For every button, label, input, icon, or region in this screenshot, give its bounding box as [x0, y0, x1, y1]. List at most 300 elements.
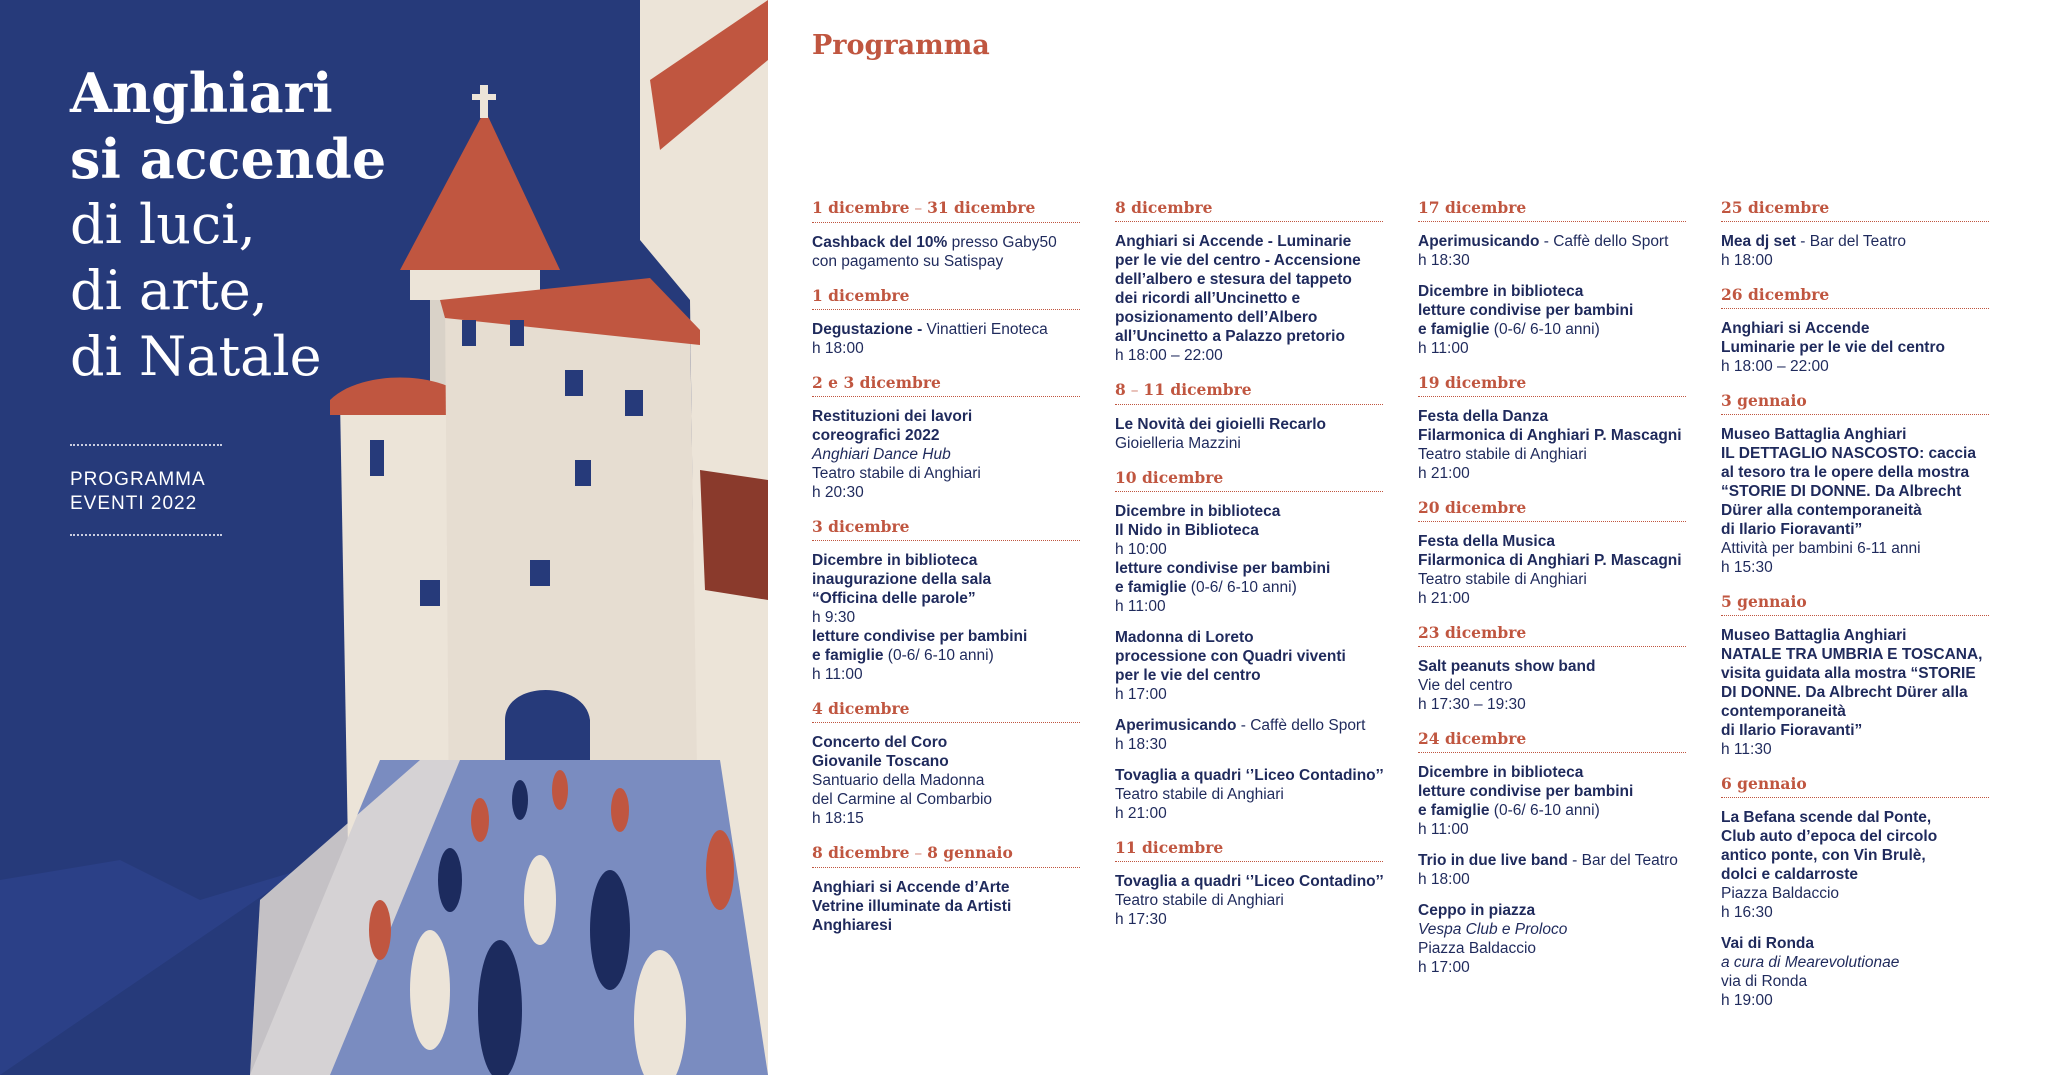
event-text: Anghiaresi — [812, 917, 893, 934]
date-part: 19 dicembre — [1418, 373, 1527, 392]
event-text: NATALE TRA UMBRIA E TOSCANA, — [1721, 646, 1983, 663]
event-line — [1115, 434, 1383, 453]
event-detail: presso Gaby50 — [947, 234, 1057, 251]
event-text: Festa della Danza — [1418, 408, 1549, 425]
event-text: Teatro stabile di Anghiari — [1418, 571, 1587, 588]
event-text: Aperimusicando — [1115, 717, 1237, 734]
event-date — [1115, 198, 1383, 222]
event — [1418, 851, 1686, 889]
event-line — [1418, 251, 1686, 270]
cover-title-line: di luci, — [70, 193, 256, 256]
event-date — [1418, 373, 1686, 397]
event-line — [1115, 521, 1383, 540]
program-entry — [812, 373, 1080, 502]
event-text: Dicembre in biblioteca — [1418, 283, 1584, 300]
event-text: Museo Battaglia Anghiari — [1721, 426, 1907, 443]
date-part: 3 dicembre — [812, 517, 910, 536]
event-line — [1721, 520, 1989, 539]
event — [1418, 232, 1686, 270]
event-line — [1418, 958, 1686, 977]
event-line — [1721, 808, 1989, 827]
event-text: h 19:00 — [1721, 992, 1773, 1009]
event-text: Madonna di Loreto — [1115, 629, 1254, 646]
date-part: 2 e 3 dicembre — [812, 373, 941, 392]
event-line — [1721, 934, 1989, 953]
event — [1115, 872, 1383, 929]
event-text: Mea dj set — [1721, 233, 1796, 250]
event-text: letture condivise per bambini — [1115, 560, 1331, 577]
event-line — [1115, 415, 1383, 434]
event-text: Club auto d’epoca del circolo — [1721, 828, 1938, 845]
event-text: h 18:00 – 22:00 — [1115, 347, 1223, 364]
event-text: e famiglie — [1418, 321, 1490, 338]
event — [1418, 407, 1686, 483]
event-line — [1115, 872, 1383, 891]
event-date — [1418, 623, 1686, 647]
event-text: h 20:30 — [812, 484, 864, 501]
event-line — [812, 790, 1080, 809]
event-text: Restituzioni dei lavori — [812, 408, 973, 425]
date-part: 3 gennaio — [1721, 391, 1807, 410]
event-line — [1115, 578, 1383, 597]
event-text: Degustazione - — [812, 321, 927, 338]
event-text: inaugurazione della sala — [812, 571, 992, 588]
event-line — [1115, 559, 1383, 578]
event-text: Teatro stabile di Anghiari — [1115, 892, 1284, 909]
event-line — [1418, 801, 1686, 820]
event-line — [1721, 846, 1989, 865]
divider — [70, 534, 222, 536]
event-text: h 11:00 — [812, 666, 863, 683]
event-line — [1418, 820, 1686, 839]
event-line — [1721, 232, 1989, 251]
date-part: 8 gennaio — [927, 843, 1013, 862]
event-text: h 18:00 – 22:00 — [1721, 358, 1829, 375]
event-line — [1418, 676, 1686, 695]
event-text: La Befana scende dal Ponte, — [1721, 809, 1932, 826]
event-text: Dürer alla contemporaneità — [1721, 502, 1922, 519]
event-line — [1721, 338, 1989, 357]
event-text: Vespa Club e Proloco — [1418, 921, 1568, 938]
event-date — [812, 699, 1080, 723]
date-part: 5 gennaio — [1721, 592, 1807, 611]
event-text: processione con Quadri viventi — [1115, 648, 1346, 665]
event-line — [1721, 953, 1989, 972]
program-entry — [1418, 623, 1686, 714]
event — [1115, 415, 1383, 453]
event-text: h 10:00 — [1115, 541, 1167, 558]
event-text: h 11:00 — [1115, 598, 1166, 615]
event-date — [812, 843, 1080, 868]
event — [1418, 282, 1686, 358]
cover-title-line: di arte, — [70, 259, 268, 322]
event-line — [812, 445, 1080, 464]
event-line — [1721, 558, 1989, 577]
program-entry — [812, 843, 1080, 935]
event-line — [1115, 666, 1383, 685]
event — [1418, 763, 1686, 839]
event — [812, 320, 1080, 358]
event-detail: (0-6/ 6-10 anni) — [1186, 579, 1297, 596]
event-line — [1115, 346, 1383, 365]
event-line — [812, 771, 1080, 790]
event — [812, 878, 1080, 935]
event-line — [1115, 647, 1383, 666]
program-entry — [1418, 498, 1686, 608]
event-date — [812, 517, 1080, 541]
program-label — [70, 468, 206, 516]
event-date — [1721, 592, 1989, 616]
event-line — [1418, 589, 1686, 608]
event-detail: - Bar del Teatro — [1795, 233, 1906, 250]
event-text: Santuario della Madonna — [812, 772, 985, 789]
cover-title-line: si accende — [70, 127, 387, 191]
program-entry — [812, 286, 1080, 358]
event — [1418, 901, 1686, 977]
event-text: h 18:30 — [1418, 252, 1470, 269]
program-label-line: EVENTI 2022 — [70, 493, 198, 514]
program-panel — [768, 0, 2048, 1075]
event-line — [1418, 657, 1686, 676]
event-text: Tovaglia a quadri ‘’Liceo Contadino’’ — [1115, 767, 1384, 784]
event-date — [1721, 391, 1989, 415]
event-line — [1721, 626, 1989, 645]
event-text: h 18:30 — [1115, 736, 1167, 753]
event-text: h 18:00 — [1418, 871, 1470, 888]
cover-title-line: Anghiari — [70, 61, 333, 125]
event-text: all’Uncinetto a Palazzo pretorio — [1115, 328, 1345, 345]
event-date — [1418, 198, 1686, 222]
event-text: h 17:30 – 19:30 — [1418, 696, 1526, 713]
event-text: IL DETTAGLIO NASCOSTO: caccia — [1721, 445, 1976, 462]
event-line — [1115, 685, 1383, 704]
event — [812, 733, 1080, 828]
event-text: Piazza Baldaccio — [1418, 940, 1537, 957]
event — [1115, 502, 1383, 616]
event-date — [812, 286, 1080, 310]
event-line — [812, 407, 1080, 426]
event-text: Dicembre in biblioteca — [1115, 503, 1281, 520]
event-line — [1721, 425, 1989, 444]
date-part: 6 gennaio — [1721, 774, 1807, 793]
program-entry — [1115, 468, 1383, 823]
event — [1418, 532, 1686, 608]
event-text: Anghiari Dance Hub — [812, 446, 951, 463]
event-text: Teatro stabile di Anghiari — [1418, 446, 1587, 463]
event-text: e famiglie — [1418, 802, 1490, 819]
event-line — [812, 646, 1080, 665]
date-separator: – — [909, 844, 928, 862]
event-line — [812, 608, 1080, 627]
event-text: h 17:00 — [1418, 959, 1470, 976]
event-text: DI DONNE. Da Albrecht Dürer alla — [1721, 684, 1968, 701]
date-part: 24 dicembre — [1418, 729, 1527, 748]
event-line — [1721, 645, 1989, 664]
program-entry — [1115, 198, 1383, 365]
event-text: e famiglie — [812, 647, 884, 664]
event-line — [812, 878, 1080, 897]
event-line — [812, 339, 1080, 358]
event-line — [1115, 327, 1383, 346]
event-text: Concerto del Coro — [812, 734, 948, 751]
event-text: h 16:30 — [1721, 904, 1773, 921]
event-text: h 9:30 — [812, 609, 856, 626]
event-line — [1115, 232, 1383, 251]
date-part: 1 dicembre — [812, 286, 910, 305]
program-entry — [1721, 391, 1989, 577]
event-text: h 21:00 — [1418, 465, 1470, 482]
event-detail: (0-6/ 6-10 anni) — [1489, 802, 1600, 819]
date-separator: – — [909, 199, 928, 217]
date-part: 26 dicembre — [1721, 285, 1830, 304]
event-text: h 11:30 — [1721, 741, 1772, 758]
cover-title — [70, 60, 386, 390]
event-text: dell’albero e stesura del tappeto — [1115, 271, 1352, 288]
cover-panel — [0, 0, 768, 1075]
event-line — [1418, 426, 1686, 445]
event-line — [1721, 539, 1989, 558]
event-date — [1721, 198, 1989, 222]
date-part: 11 dicembre — [1115, 838, 1224, 857]
event — [1418, 657, 1686, 714]
event-line — [812, 426, 1080, 445]
date-part: 11 dicembre — [1143, 380, 1252, 399]
event-text: contemporaneità — [1721, 703, 1846, 720]
event-line — [812, 733, 1080, 752]
event-text: antico ponte, con Vin Brulè, — [1721, 847, 1926, 864]
event-date — [1418, 729, 1686, 753]
event-text: h 21:00 — [1115, 805, 1167, 822]
event-line — [1418, 282, 1686, 301]
event-line — [1115, 766, 1383, 785]
event-date — [1721, 285, 1989, 309]
event-text: dei ricordi all’Uncinetto e — [1115, 290, 1301, 307]
event-text: h 17:30 — [1115, 911, 1167, 928]
event-text: Anghiari si Accende - Luminarie — [1115, 233, 1352, 250]
event-line — [1418, 939, 1686, 958]
event-text: “Officina delle parole” — [812, 590, 976, 607]
event — [1115, 716, 1383, 754]
event-line — [1721, 357, 1989, 376]
program-entry — [1418, 373, 1686, 483]
cover-title-line: di Natale — [70, 325, 322, 388]
event-line — [1418, 320, 1686, 339]
event-text: Festa della Musica — [1418, 533, 1555, 550]
event-date — [1115, 468, 1383, 492]
program-entry — [1721, 592, 1989, 759]
event-line — [812, 627, 1080, 646]
event-line — [1115, 270, 1383, 289]
event-line — [1418, 532, 1686, 551]
event-text: Cashback del 10% — [812, 234, 948, 251]
program-entry — [812, 517, 1080, 684]
event — [1721, 319, 1989, 376]
event-line — [812, 551, 1080, 570]
event-line — [1115, 628, 1383, 647]
event-text: Le Novità dei gioielli Recarlo — [1115, 416, 1327, 433]
event-line — [812, 570, 1080, 589]
event-text: posizionamento dell’Albero — [1115, 309, 1318, 326]
event-text: dolci e caldarroste — [1721, 866, 1858, 883]
event-text: Salt peanuts show band — [1418, 658, 1596, 675]
event-text: al tesoro tra le opere della mostra — [1721, 464, 1970, 481]
event-line — [812, 320, 1080, 339]
event-text: h 18:00 — [1721, 252, 1773, 269]
event-date — [1721, 774, 1989, 798]
event-line — [1721, 482, 1989, 501]
event-line — [1721, 740, 1989, 759]
program-column — [1418, 198, 1686, 992]
event-line — [1115, 804, 1383, 823]
event-line — [1418, 464, 1686, 483]
event-text: Filarmonica di Anghiari P. Mascagni — [1418, 427, 1682, 444]
program-entry — [1115, 380, 1383, 453]
event-text: Piazza Baldaccio — [1721, 885, 1840, 902]
date-part: 1 dicembre — [812, 198, 910, 217]
event-text: Anghiari si Accende d’Arte — [812, 879, 1010, 896]
event-line — [1721, 972, 1989, 991]
event-line — [1418, 339, 1686, 358]
date-part: 20 dicembre — [1418, 498, 1527, 517]
date-part: 8 dicembre — [1115, 198, 1213, 217]
program-entry — [1115, 838, 1383, 929]
program-heading: Programma — [812, 30, 990, 61]
event-line — [1721, 903, 1989, 922]
event-text: h 15:30 — [1721, 559, 1773, 576]
event-text: h 11:00 — [1418, 340, 1469, 357]
event-line — [1418, 551, 1686, 570]
event-line — [812, 809, 1080, 828]
event-text: Anghiari si Accende — [1721, 320, 1870, 337]
event-line — [812, 665, 1080, 684]
event — [1115, 232, 1383, 365]
event-text: h 18:15 — [812, 810, 864, 827]
event-line — [1721, 664, 1989, 683]
event-text: h 11:00 — [1418, 821, 1469, 838]
event-line — [812, 464, 1080, 483]
event-line — [1418, 851, 1686, 870]
event-text: Museo Battaglia Anghiari — [1721, 627, 1907, 644]
event-line — [812, 483, 1080, 502]
event-date — [812, 198, 1080, 223]
event-text: Attività per bambini 6-11 anni — [1721, 540, 1921, 557]
event-text: e famiglie — [1115, 579, 1187, 596]
program-entry — [1721, 774, 1989, 1010]
event — [812, 551, 1080, 684]
event-text: via di Ronda — [1721, 973, 1808, 990]
event-text: Vai di Ronda — [1721, 935, 1815, 952]
event-line — [812, 233, 1080, 252]
event-text: h 21:00 — [1418, 590, 1470, 607]
event-line — [1721, 721, 1989, 740]
date-part: 8 dicembre — [812, 843, 910, 862]
program-entry — [812, 699, 1080, 828]
program-column — [812, 198, 1080, 950]
event-text: visita guidata alla mostra “STORIE — [1721, 665, 1976, 682]
event-text: Il Nido in Biblioteca — [1115, 522, 1259, 539]
program-entry — [1418, 729, 1686, 977]
event-line — [1115, 540, 1383, 559]
event-date — [1418, 498, 1686, 522]
event — [1721, 425, 1989, 577]
event-text: Filarmonica di Anghiari P. Mascagni — [1418, 552, 1682, 569]
event — [1721, 232, 1989, 270]
event-text: h 18:00 — [812, 340, 864, 357]
date-part: 8 — [1115, 380, 1126, 399]
event-line — [1721, 444, 1989, 463]
event-text: Vetrine illuminate da Artisti — [812, 898, 1012, 915]
event-line — [1721, 884, 1989, 903]
date-part: 31 dicembre — [927, 198, 1036, 217]
program-entry — [812, 198, 1080, 271]
event-text: Giovanile Toscano — [812, 753, 949, 770]
event-line — [1418, 445, 1686, 464]
event-line — [1721, 463, 1989, 482]
event — [1721, 626, 1989, 759]
event-text: “STORIE DI DONNE. Da Albrecht — [1721, 483, 1962, 500]
event-date — [1115, 838, 1383, 862]
event-line — [1115, 891, 1383, 910]
event-line — [1721, 319, 1989, 338]
event-line — [1418, 901, 1686, 920]
event-detail: - Caffè dello Sport — [1539, 233, 1669, 250]
event-text: Trio in due live band — [1418, 852, 1568, 869]
event-text: Gioielleria Mazzini — [1115, 435, 1241, 452]
event-detail: (0-6/ 6-10 anni) — [883, 647, 994, 664]
event-text: Dicembre in biblioteca — [1418, 764, 1584, 781]
event-line — [1721, 683, 1989, 702]
program-column — [1721, 198, 1989, 1025]
event-line — [812, 589, 1080, 608]
event-line — [1115, 716, 1383, 735]
event-text: h 17:00 — [1115, 686, 1167, 703]
event-text: per le vie del centro - Accensione — [1115, 252, 1361, 269]
event-line — [1418, 695, 1686, 714]
event-line — [1721, 865, 1989, 884]
event-detail: - Caffè dello Sport — [1236, 717, 1366, 734]
event-text: Aperimusicando — [1418, 233, 1540, 250]
event-line — [1418, 763, 1686, 782]
date-separator: – — [1125, 381, 1144, 399]
event-text: Dicembre in biblioteca — [812, 552, 978, 569]
divider — [70, 444, 222, 446]
date-part: 23 dicembre — [1418, 623, 1527, 642]
event-line — [1115, 308, 1383, 327]
event-text: coreografici 2022 — [812, 427, 940, 444]
event-line — [1115, 502, 1383, 521]
event-text: letture condivise per bambini — [812, 628, 1028, 645]
event-line — [1418, 301, 1686, 320]
event-line — [812, 897, 1080, 916]
program-column — [1115, 198, 1383, 944]
date-part: 25 dicembre — [1721, 198, 1830, 217]
event-line — [812, 916, 1080, 935]
event-detail: (0-6/ 6-10 anni) — [1489, 321, 1600, 338]
event-line — [1721, 501, 1989, 520]
event-line — [1115, 251, 1383, 270]
event-line — [1418, 570, 1686, 589]
event-text: con pagamento su Satispay — [812, 253, 1004, 270]
date-part: 10 dicembre — [1115, 468, 1224, 487]
event-text: del Carmine al Combarbio — [812, 791, 993, 808]
event-text: Vie del centro — [1418, 677, 1513, 694]
event — [1115, 766, 1383, 823]
event-text: Teatro stabile di Anghiari — [812, 465, 981, 482]
event — [812, 233, 1080, 271]
event-line — [1418, 920, 1686, 939]
program-entry — [1418, 198, 1686, 358]
event-line — [812, 252, 1080, 271]
